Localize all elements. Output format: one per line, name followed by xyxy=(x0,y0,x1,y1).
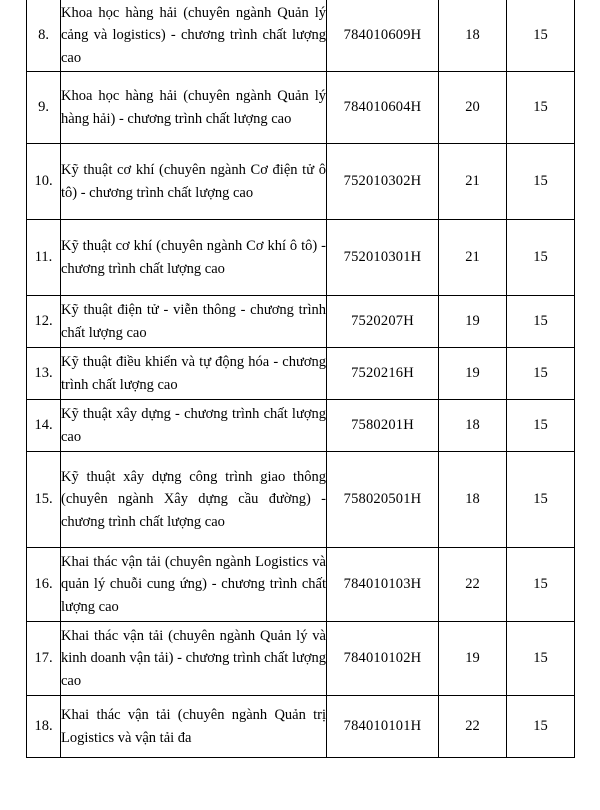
row-major-name: Kỹ thuật điện tử - viễn thông - chương trình chất lượng cao xyxy=(61,296,327,348)
row-score: 15 xyxy=(507,548,575,622)
row-quota: 21 xyxy=(439,220,507,296)
table-row xyxy=(27,400,575,452)
row-quota: 22 xyxy=(439,696,507,758)
table-row xyxy=(27,348,575,400)
row-major-code: 784010103H xyxy=(327,548,439,622)
row-score: 15 xyxy=(507,144,575,220)
row-score: 15 xyxy=(507,72,575,144)
row-major-code: 752010302H xyxy=(327,144,439,220)
row-major-code: 784010101H xyxy=(327,696,439,758)
table-row xyxy=(27,622,575,696)
row-quota: 18 xyxy=(439,0,507,72)
row-major-code: 784010604H xyxy=(327,72,439,144)
row-major-name: Kỹ thuật điều khiển và tự động hóa - chương trình chất lượng cao xyxy=(61,348,327,400)
row-number: 11. xyxy=(27,220,61,296)
row-number: 8. xyxy=(27,0,61,72)
majors-table xyxy=(26,0,575,758)
row-major-name: Khai thác vận tải (chuyên ngành Quản lý và kinh doanh vận tải) - chương trình chất lượng cao xyxy=(61,622,327,696)
row-score: 15 xyxy=(507,400,575,452)
row-quota: 18 xyxy=(439,452,507,548)
row-major-code: 7520207H xyxy=(327,296,439,348)
table-row xyxy=(27,72,575,144)
table-row xyxy=(27,220,575,296)
row-score: 15 xyxy=(507,296,575,348)
row-quota: 19 xyxy=(439,348,507,400)
row-quota: 21 xyxy=(439,144,507,220)
row-quota: 20 xyxy=(439,72,507,144)
row-number: 12. xyxy=(27,296,61,348)
table-row xyxy=(27,548,575,622)
row-number: 16. xyxy=(27,548,61,622)
majors-table-body xyxy=(27,0,575,758)
row-score: 15 xyxy=(507,622,575,696)
row-quota: 19 xyxy=(439,622,507,696)
row-number: 14. xyxy=(27,400,61,452)
row-quota: 18 xyxy=(439,400,507,452)
row-number: 9. xyxy=(27,72,61,144)
row-score: 15 xyxy=(507,220,575,296)
row-number: 10. xyxy=(27,144,61,220)
table-row xyxy=(27,144,575,220)
row-number: 18. xyxy=(27,696,61,758)
row-major-code: 752010301H xyxy=(327,220,439,296)
row-number: 17. xyxy=(27,622,61,696)
row-major-name: Khai thác vận tải (chuyên ngành Quản trị Logistics và vận tải đa xyxy=(61,696,327,758)
row-major-code: 7580201H xyxy=(327,400,439,452)
row-score: 15 xyxy=(507,348,575,400)
table-row xyxy=(27,0,575,72)
row-major-code: 758020501H xyxy=(327,452,439,548)
row-score: 15 xyxy=(507,0,575,72)
row-number: 15. xyxy=(27,452,61,548)
row-quota: 19 xyxy=(439,296,507,348)
table-row xyxy=(27,452,575,548)
row-major-name: Khoa học hàng hải (chuyên ngành Quản lý cảng và logistics) - chương trình chất lượng cao xyxy=(61,0,327,72)
row-major-name: Kỹ thuật cơ khí (chuyên ngành Cơ điện tử ô tô) - chương trình chất lượng cao xyxy=(61,144,327,220)
row-major-code: 784010102H xyxy=(327,622,439,696)
table-row xyxy=(27,696,575,758)
row-major-code: 7520216H xyxy=(327,348,439,400)
row-major-name: Khai thác vận tải (chuyên ngành Logistics và quản lý chuỗi cung ứng) - chương trình chất lượng cao xyxy=(61,548,327,622)
row-major-name: Kỹ thuật cơ khí (chuyên ngành Cơ khí ô tô) - chương trình chất lượng cao xyxy=(61,220,327,296)
row-major-code: 784010609H xyxy=(327,0,439,72)
row-major-name: Khoa học hàng hải (chuyên ngành Quản lý hàng hải) - chương trình chất lượng cao xyxy=(61,72,327,144)
row-score: 15 xyxy=(507,452,575,548)
row-quota: 22 xyxy=(439,548,507,622)
row-number: 13. xyxy=(27,348,61,400)
row-major-name: Kỹ thuật xây dựng công trình giao thông (chuyên ngành Xây dựng cầu đường) - chương trình chất lượng cao xyxy=(61,452,327,548)
row-score: 15 xyxy=(507,696,575,758)
table-row xyxy=(27,296,575,348)
row-major-name: Kỹ thuật xây dựng - chương trình chất lượng cao xyxy=(61,400,327,452)
